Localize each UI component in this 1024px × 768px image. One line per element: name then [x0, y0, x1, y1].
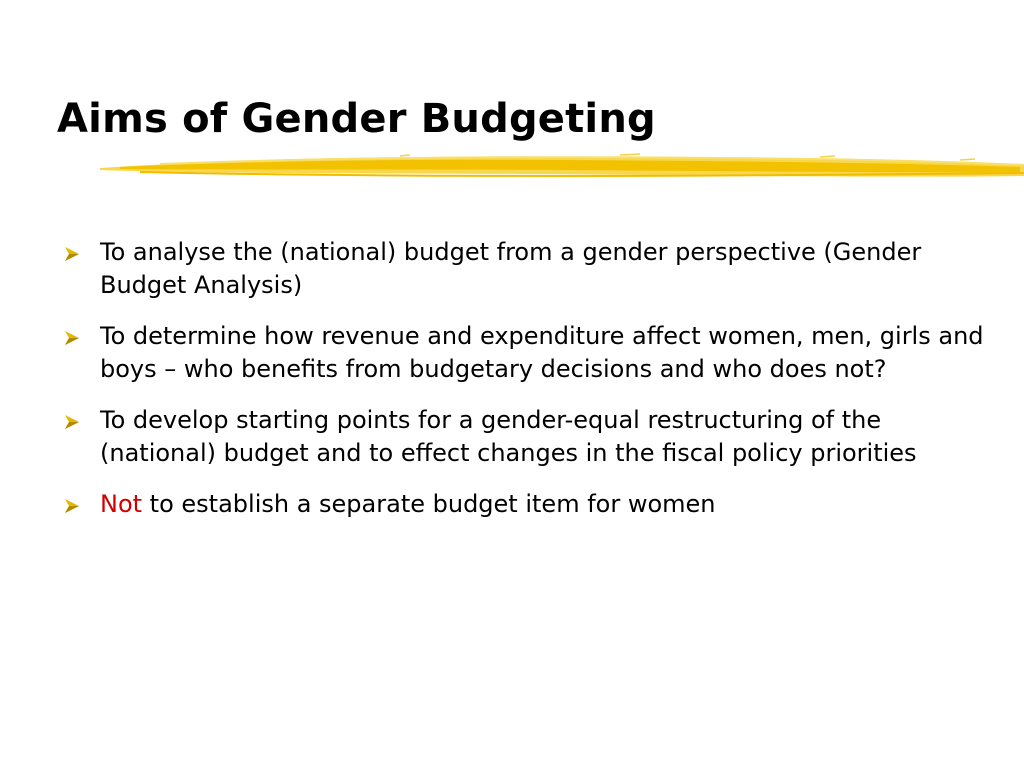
- bullet-list: [64, 236, 984, 540]
- bullet-text: To develop starting points for a gender-equal restructuring of the (national) budget and to effect changes in the fiscal policy priorities: [100, 406, 917, 467]
- bullet-text: To analyse the (national) budget from a gender perspective (Gender Budget Analysis): [100, 238, 922, 299]
- arrow-bullet-icon: [64, 414, 80, 430]
- slide-title: Aims of Gender Budgeting: [57, 96, 656, 142]
- emphasis-text: Not: [100, 490, 143, 518]
- bullet-item: [64, 404, 984, 469]
- bullet-text: To determine how revenue and expenditure affect women, men, girls and boys – who benefits from budgetary decisions and who does not?: [100, 322, 984, 383]
- arrow-bullet-icon: [64, 246, 80, 262]
- arrow-bullet-icon: [64, 498, 80, 514]
- bullet-item: [64, 236, 984, 301]
- arrow-bullet-icon: [64, 330, 80, 346]
- title-underline-stroke: [100, 146, 1024, 186]
- bullet-text: [100, 490, 716, 518]
- bullet-text-rest: to establish a separate budget item for women: [142, 490, 716, 518]
- bullet-item: [64, 488, 984, 521]
- bullet-item: [64, 320, 984, 385]
